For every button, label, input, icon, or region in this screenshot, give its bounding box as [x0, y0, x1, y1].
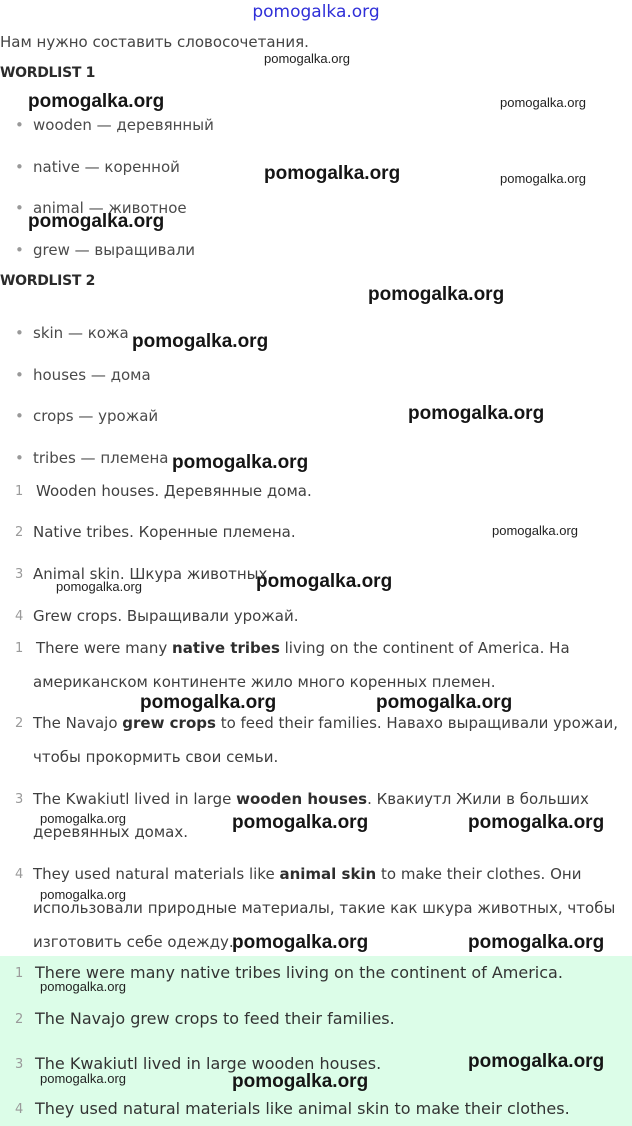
- phrase-text: Wooden houses. Деревянные дома.: [36, 482, 312, 500]
- phrase-number: 4: [15, 609, 24, 624]
- watermark: pomogalka.org: [468, 812, 605, 833]
- watermark: pomogalka.org: [468, 932, 605, 953]
- watermark: pomogalka.org: [28, 91, 165, 112]
- watermark: pomogalka.org: [232, 932, 369, 953]
- answer-text: The Navajo grew crops to feed their families.: [35, 1009, 395, 1028]
- sentence-number: 4: [15, 867, 24, 882]
- watermark: pomogalka.org: [232, 812, 369, 833]
- sentence-line: чтобы прокормить свои семьи.: [33, 748, 279, 766]
- site-watermark: pomogalka.org: [252, 2, 380, 22]
- answer-number: 4: [15, 1102, 24, 1117]
- bullet-icon: •: [15, 158, 24, 176]
- watermark: pomogalka.org: [140, 692, 277, 713]
- watermark: pomogalka.org: [264, 163, 401, 184]
- watermark: pomogalka.org: [500, 95, 586, 110]
- list-item: • grew — выращивали: [15, 241, 196, 259]
- bullet-icon: •: [15, 199, 24, 217]
- answer-text: They used natural materials like animal skin to make their clothes.: [35, 1099, 570, 1118]
- phrase-number: 3: [15, 567, 24, 582]
- sentence-number: 3: [15, 792, 24, 807]
- watermark: pomogalka.org: [376, 692, 513, 713]
- sentence-line: американском континенте жило много коренных племен.: [33, 673, 496, 691]
- phrase-text: Grew crops. Выращивали урожай.: [33, 607, 299, 625]
- list-item: • houses — дома: [15, 366, 151, 384]
- watermark: pomogalka.org: [40, 1071, 126, 1086]
- list-item: • native — коренной: [15, 158, 180, 176]
- watermark: pomogalka.org: [468, 1051, 605, 1072]
- watermark: pomogalka.org: [232, 1071, 369, 1092]
- answer-text: There were many native tribes living on the continent of America.: [35, 963, 563, 982]
- sentence-line: The Kwakiutl lived in large wooden houses. Квакиутл Жили в больших: [33, 790, 589, 808]
- wordlist-2-title: WORDLIST 2: [0, 273, 96, 289]
- bullet-icon: •: [15, 116, 24, 134]
- sentence-line: The Navajo grew crops to feed their families. Навахо выращивали урожаи,: [33, 714, 618, 732]
- answer-number: 1: [15, 966, 24, 981]
- answer-number: 3: [15, 1057, 24, 1072]
- sentence-number: 2: [15, 716, 24, 731]
- watermark: pomogalka.org: [256, 571, 393, 592]
- watermark: pomogalka.org: [264, 51, 350, 66]
- watermark: pomogalka.org: [132, 331, 269, 352]
- watermark: pomogalka.org: [40, 887, 126, 902]
- sentence-line: деревянных домах.: [33, 823, 189, 841]
- phrase-number: 2: [15, 525, 24, 540]
- watermark: pomogalka.org: [172, 452, 309, 473]
- phrase-number: 1: [15, 484, 24, 499]
- watermark: pomogalka.org: [40, 979, 126, 994]
- phrase-text: Native tribes. Коренные племена.: [33, 523, 296, 541]
- sentence-line: They used natural materials like animal skin to make their clothes. Они: [33, 865, 582, 883]
- wordlist-1-title: WORDLIST 1: [0, 65, 96, 81]
- watermark: pomogalka.org: [56, 579, 142, 594]
- bullet-icon: •: [15, 449, 24, 467]
- phrase-text: Animal skin. Шкура животных.: [33, 565, 273, 583]
- sentence-line: изготовить себе одежду.: [33, 933, 234, 951]
- list-item: • wooden — деревянный: [15, 116, 214, 134]
- sentence-line: использовали природные материалы, такие как шкура животных, чтобы: [33, 899, 616, 917]
- bullet-icon: •: [15, 407, 24, 425]
- bullet-icon: •: [15, 324, 24, 342]
- watermark: pomogalka.org: [492, 523, 578, 538]
- bullet-icon: •: [15, 366, 24, 384]
- watermark: pomogalka.org: [368, 284, 505, 305]
- watermark: pomogalka.org: [500, 171, 586, 186]
- sentence-line: There were many native tribes living on the continent of America. На: [36, 639, 570, 657]
- list-item: • animal — животное: [15, 199, 187, 217]
- intro-text: Нам нужно составить словосочетания.: [0, 33, 309, 51]
- watermark: pomogalka.org: [40, 811, 126, 826]
- answer-text: The Kwakiutl lived in large wooden houses.: [35, 1054, 382, 1073]
- sentence-number: 1: [15, 641, 24, 656]
- answer-number: 2: [15, 1012, 24, 1027]
- watermark: pomogalka.org: [28, 211, 165, 232]
- list-item: • crops — урожай: [15, 407, 159, 425]
- list-item: • skin — кожа: [15, 324, 129, 342]
- watermark: pomogalka.org: [408, 403, 545, 424]
- bullet-icon: •: [15, 241, 24, 259]
- list-item: • tribes — племена: [15, 449, 169, 467]
